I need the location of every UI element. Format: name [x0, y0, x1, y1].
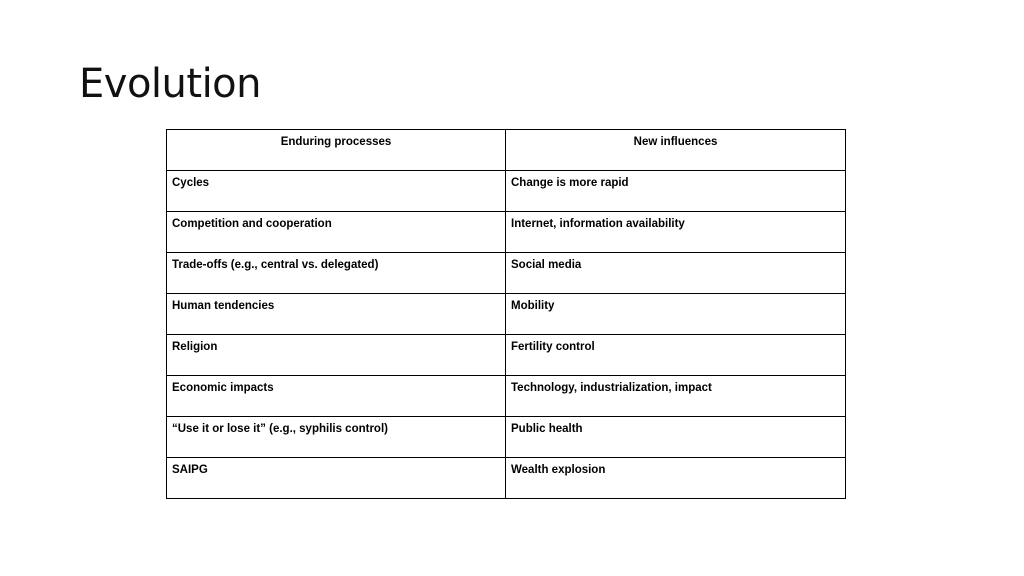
new-influence-cell: Fertility control — [506, 335, 846, 376]
slide-title: Evolution — [79, 61, 262, 107]
comparison-table-container — [166, 129, 846, 499]
new-influence-cell: Public health — [506, 417, 846, 458]
enduring-process-cell: Economic impacts — [167, 376, 506, 417]
table-header-row — [167, 130, 846, 171]
enduring-process-cell: “Use it or lose it” (e.g., syphilis control) — [167, 417, 506, 458]
table-row — [167, 376, 846, 417]
enduring-process-cell: Trade-offs (e.g., central vs. delegated) — [167, 253, 506, 294]
comparison-table — [166, 129, 846, 499]
table-row — [167, 335, 846, 376]
new-influence-cell: Internet, information availability — [506, 212, 846, 253]
new-influence-cell: Wealth explosion — [506, 458, 846, 499]
header-enduring-processes: Enduring processes — [167, 130, 506, 171]
table-row — [167, 212, 846, 253]
table-row — [167, 294, 846, 335]
enduring-process-cell: Human tendencies — [167, 294, 506, 335]
new-influence-cell: Change is more rapid — [506, 171, 846, 212]
new-influence-cell: Technology, industrialization, impact — [506, 376, 846, 417]
table-row — [167, 458, 846, 499]
table-row — [167, 171, 846, 212]
enduring-process-cell: Competition and cooperation — [167, 212, 506, 253]
enduring-process-cell: SAIPG — [167, 458, 506, 499]
new-influence-cell: Social media — [506, 253, 846, 294]
header-new-influences: New influences — [506, 130, 846, 171]
enduring-process-cell: Religion — [167, 335, 506, 376]
table-row — [167, 253, 846, 294]
enduring-process-cell: Cycles — [167, 171, 506, 212]
new-influence-cell: Mobility — [506, 294, 846, 335]
table-row — [167, 417, 846, 458]
